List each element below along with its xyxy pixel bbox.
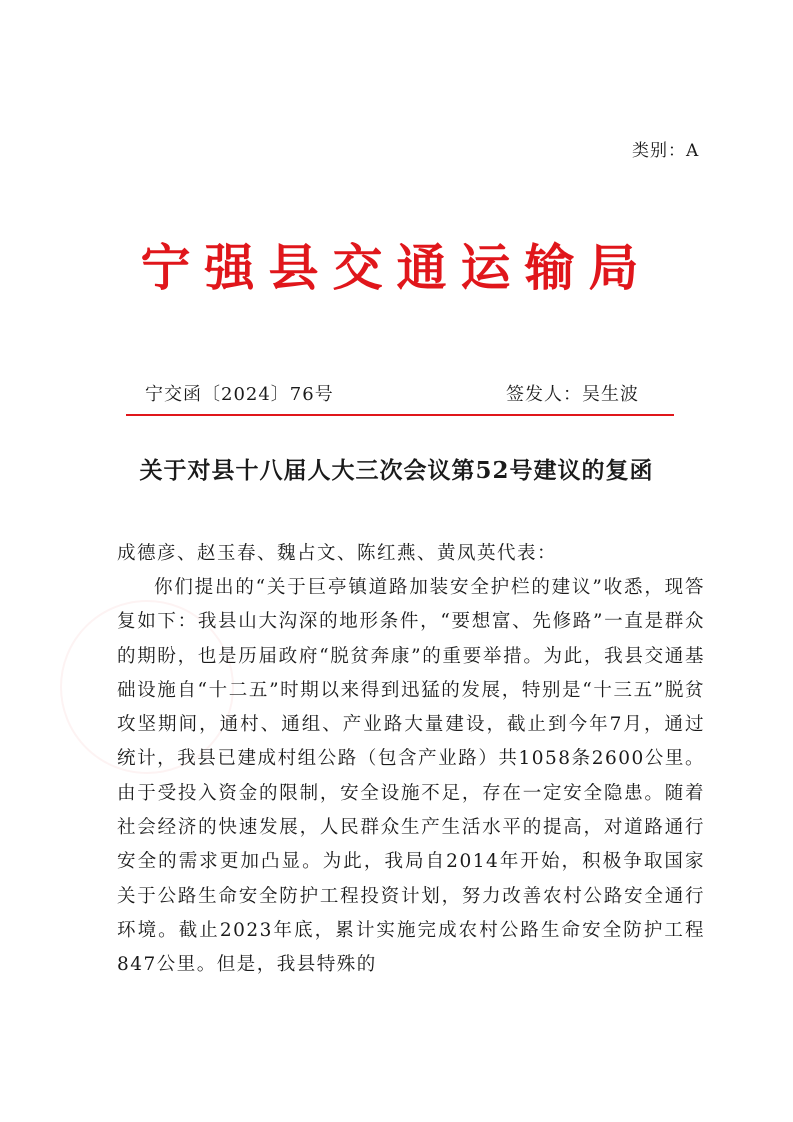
category-label: 类别：A	[632, 141, 700, 161]
signer: 签发人：吴生波	[506, 384, 639, 405]
agency-red-header: 宁强县交通运输局	[140, 239, 653, 297]
body-paragraph: 你们提出的“关于巨亭镇道路加装安全护栏的建议”收悉，现答复如下：我县山大沟深的地形条件，“要想富、先修路”一直是群众的期盼，也是历届政府“脱贫奔康”的重要举措。为此，我县交通基础设施自“十二五”时期以来得到迅猛的发展，特别是“十三五”脱贫攻坚期间，通村、通组、产业路大量建设，截止到今年7月，通过统计，我县已建成村组公路（包含产业路）共1058条2600公里。由于受投入资金的限制，安全设施不足，存在一定安全隐患。随着社会经济的快速发展，人民群众生产生活水平的提高，对道路通行安全的需求更加凸显。为此，我局自2014年开始，积极争取国家关于公路生命安全防护工程投资计划，努力改善农村公路安全通行环境。截止2023年底，累计实施完成农村公路生命安全防护工程847公里。但是，我县特殊的	[117, 577, 705, 976]
document-title: 关于对县十八届人大三次会议第52号建议的复函	[139, 457, 654, 484]
red-divider-line	[126, 414, 674, 416]
document-number: 宁交函〔2024〕76号	[145, 384, 334, 405]
salutation: 成德彦、赵玉春、魏占文、陈红燕、黄凤英代表：	[117, 543, 558, 564]
